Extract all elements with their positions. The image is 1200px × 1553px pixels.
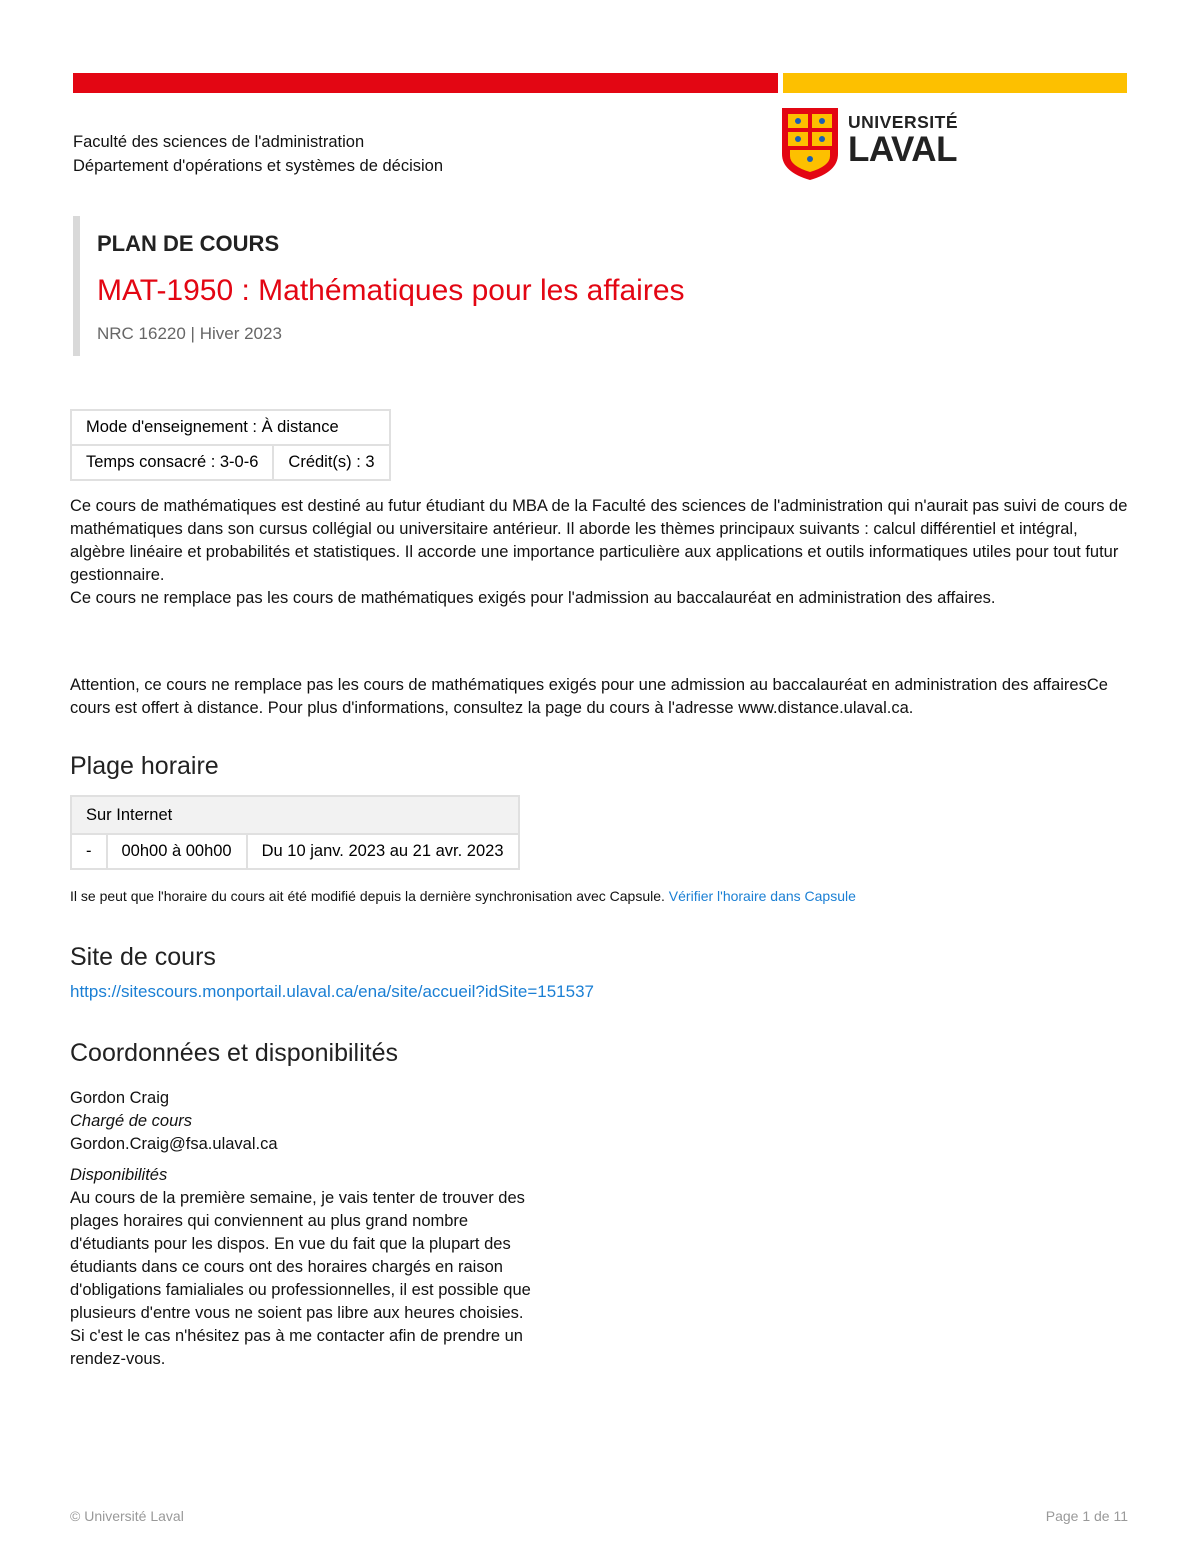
faculty-name: Faculté des sciences de l'administration (73, 133, 365, 151)
schedule-group: Sur Internet (71, 796, 519, 834)
attention-paragraph: Attention, ce cours ne remplace pas les cours de mathématiques exigés pour une admission au baccalauréat en administration des affairesCe cours est offert à distance. Pour plus d'informations, consultez la page du cours à l'adresse www.distance.ulaval.ca. (70, 676, 1108, 717)
footer-copyright: © Université Laval (70, 1508, 184, 1524)
contact-role: Chargé de cours (70, 1112, 192, 1130)
top-red-bar (73, 73, 778, 93)
logo-universite: UNIVERSITÉ (848, 112, 959, 132)
contact-name: Gordon Craig (70, 1089, 170, 1107)
teaching-mode: Mode d'enseignement : À distance (71, 410, 390, 445)
logo-laval: LAVAL (848, 130, 957, 169)
availability-text: Au cours de la première semaine, je vais tenter de trouver des plages horaires qui conviennent au plus grand nombre d'étudiants pour les dispos. En vue du fait que la plupart des étudiants dans ce cours ont des horaires chargés en raison d'obligations famialiales ou professionnelles, il est possible que plusieurs d'entre vous ne soient pas libre aux heures choisies. Si c'est le cas n'hésitez pas à me contacter afin de prendre un rendez-vous. (70, 1189, 531, 1368)
schedule-hours: 00h00 à 00h00 (107, 834, 247, 869)
course-site-link[interactable]: https://sitescours.monportail.ulaval.ca/ena/site/accueil?idSite=151537 (70, 982, 595, 1001)
plan-de-cours-label: PLAN DE COURS (97, 231, 280, 256)
time-allocation: Temps consacré : 3-0-6 (71, 445, 273, 480)
department-name: Département d'opérations et systèmes de décision (73, 157, 444, 175)
title-accent-bar (73, 216, 80, 356)
contact-email-link[interactable]: Gordon.Craig@fsa.ulaval.ca (70, 1135, 278, 1153)
laval-shield-icon (780, 106, 840, 182)
schedule-heading: Plage horaire (70, 752, 219, 780)
universite-laval-logo (780, 106, 980, 182)
site-heading: Site de cours (70, 943, 216, 971)
schedule-day: - (71, 834, 107, 869)
schedule-note (70, 888, 856, 904)
course-nrc: NRC 16220 | Hiver 2023 (97, 324, 282, 343)
course-title: MAT-1950 : Mathématiques pour les affaires (97, 274, 685, 307)
verify-schedule-link[interactable]: Vérifier l'horaire dans Capsule (668, 888, 856, 904)
contact-heading: Coordonnées et disponibilités (70, 1039, 398, 1067)
availability-label: Disponibilités (70, 1166, 168, 1184)
description-paragraph-2: Ce cours ne remplace pas les cours de mathématiques exigés pour l'admission au baccalauréat en administration des affaires. (70, 589, 996, 607)
schedule-note-text: Il se peut que l'horaire du cours ait été modifié depuis la dernière synchronisation avec Capsule. (70, 888, 665, 904)
course-info-table (70, 409, 391, 481)
footer-page-number: Page 1 de 11 (1045, 1508, 1128, 1524)
credits: Crédit(s) : 3 (273, 445, 389, 480)
description-paragraph-1: Ce cours de mathématiques est destiné au futur étudiant du MBA de la Faculté des sciences de l'administration qui n'aurait pas suivi de cours de mathématiques dans son cursus collégial ou universitaire antérieur. Il aborde les thèmes principaux suivants : calcul différentiel et intégral, algèbre linéaire et probabilités et statistiques. Il accorde une importance particulière aux applications et outils informatiques utiles pour tout futur gestionnaire. (70, 497, 1128, 584)
schedule-dates: Du 10 janv. 2023 au 21 avr. 2023 (247, 834, 519, 869)
top-gold-bar (783, 73, 1127, 93)
schedule-table (70, 795, 520, 870)
